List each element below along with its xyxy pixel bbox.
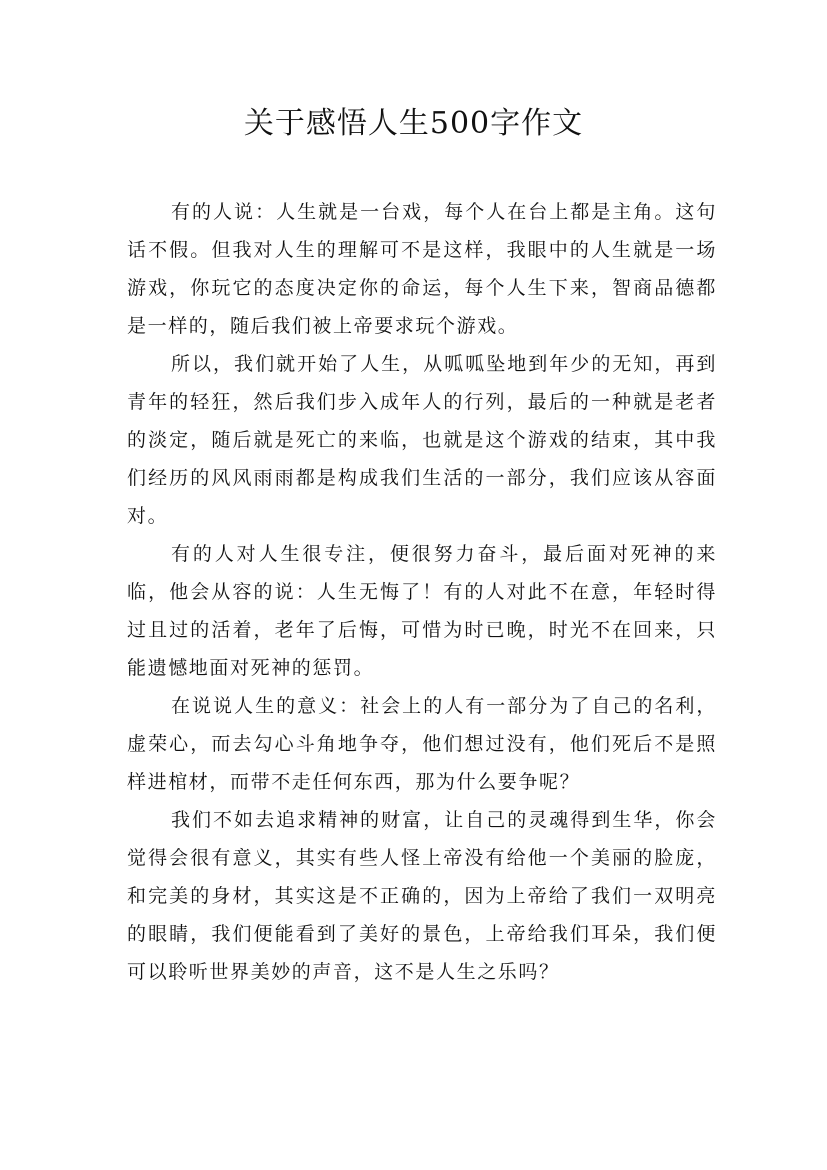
- paragraph-2: 所以，我们就开始了人生，从呱呱坠地到年少的无知，再到青年的轻狂，然后我们步入成年人的行列，最后的一种就是老者的淡定，随后就是死亡的来临，也就是这个游戏的结束，其中我们经历的风风雨雨都是构成我们生活的一部分，我们应该从容面对。: [127, 353, 717, 527]
- paragraph-3: 有的人对人生很专注，便很努力奋斗，最后面对死神的来临，他会从容的说：人生无悔了！有的人对此不在意，年轻时得过且过的活着，老年了后悔，可惜为时已晚，时光不在回来，只能遗憾地面对死神的惩罚。: [127, 543, 717, 679]
- paragraph-5: 我们不如去追求精神的财富，让自己的灵魂得到生华，你会觉得会很有意义，其实有些人怪上帝没有给他一个美丽的脸庞，和完美的身材，其实这是不正确的，因为上帝给了我们一双明亮的眼睛，我们便能看到了美好的景色，上帝给我们耳朵，我们便可以聆听世界美妙的声音，这不是人生之乐吗？: [127, 809, 717, 983]
- document-body: [127, 193, 717, 991]
- document-title: 关于感悟人生500字作文: [243, 106, 584, 141]
- paragraph-1: 有的人说：人生就是一台戏，每个人在台上都是主角。这句话不假。但我对人生的理解可不是这样，我眼中的人生就是一场游戏，你玩它的态度决定你的命运，每个人生下来，智商品德都是一样的，随后我们被上帝要求玩个游戏。: [127, 201, 717, 337]
- paragraph-4: 在说说人生的意义：社会上的人有一部分为了自己的名利，虚荣心，而去勾心斗角地争夺，他们想过没有，他们死后不是照样进棺材，而带不走任何东西，那为什么要争呢？: [127, 695, 717, 793]
